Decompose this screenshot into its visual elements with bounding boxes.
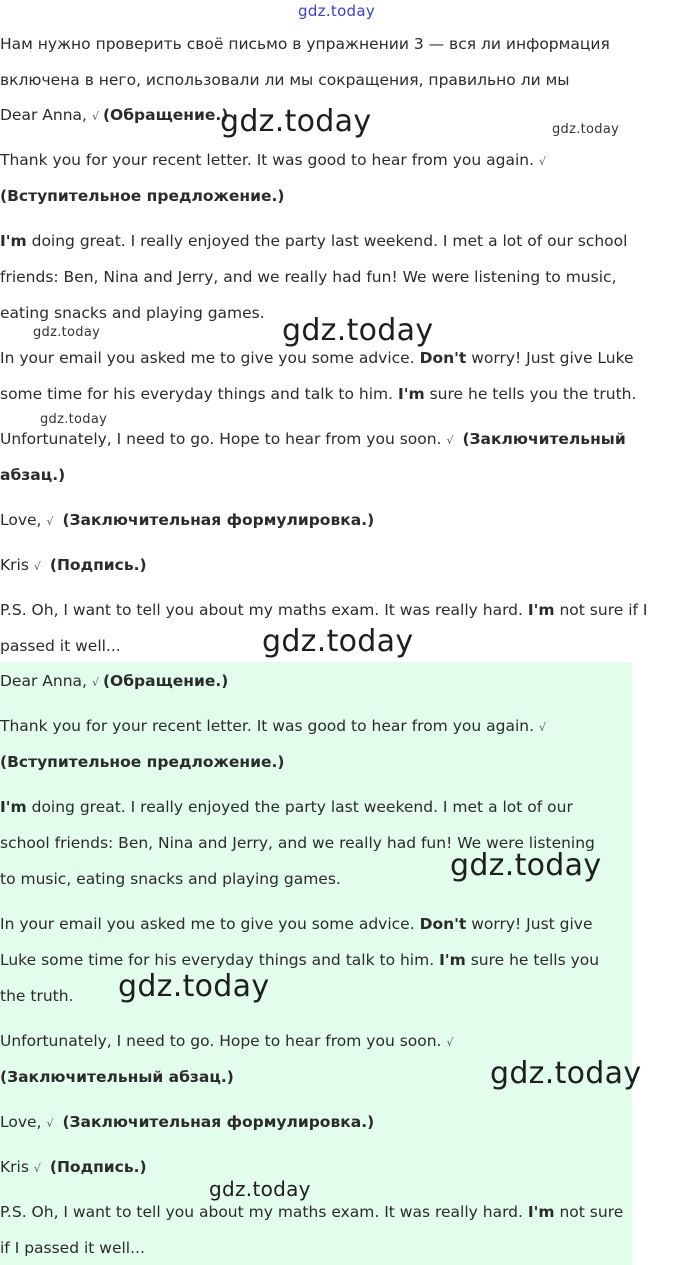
letter2-p2-text-1: In your email you asked me to give you some advice. [0, 915, 415, 933]
label-closing-paragraph-b: абзац.) [0, 466, 66, 484]
letter1-love-line [0, 510, 374, 532]
check-mark-icon: √ [46, 1117, 54, 1130]
letter1-greeting: Dear Anna, [0, 106, 87, 124]
letter2-p3-text: Unfortunately, I need to go. Hope to hear from you soon. [0, 1032, 442, 1050]
label-closing-paragraph: (Заключительный абзац.) [0, 1068, 234, 1086]
watermark-small: gdz.today [552, 122, 620, 137]
contraction-im: I'm [439, 951, 466, 969]
check-mark-icon: √ [33, 560, 41, 573]
letter1-p1-line-3: eating snacks and playing games. [0, 304, 265, 322]
letter1-p3-line-1 [0, 429, 626, 451]
letter2-p2-line-3: the truth. [0, 987, 74, 1005]
letter2-p2-text-2: worry! Just give [471, 915, 593, 933]
letter2-greeting-line [0, 671, 228, 693]
check-mark-icon: √ [91, 110, 99, 123]
label-signature: (Подпись.) [49, 556, 147, 574]
letter1-p2-line-2 [0, 384, 636, 404]
label-greeting: (Обращение.) [102, 106, 229, 124]
contraction-dont: Don't [419, 915, 467, 933]
letter2-p1-line-2: school friends: Ben, Nina and Jerry, and we really had fun! We were listening [0, 834, 595, 852]
check-mark-icon: √ [539, 721, 547, 734]
check-mark-icon: √ [446, 1036, 454, 1049]
letter2-opening-line [0, 716, 550, 738]
watermark: gdz.today [262, 624, 414, 659]
letter2-opening-label-line [0, 752, 285, 772]
letter2-signature-line [0, 1157, 147, 1179]
contraction-im: I'm [527, 601, 555, 619]
label-opening: (Вступительное предложение.) [0, 753, 285, 771]
letter1-ps-line-1 [0, 600, 647, 620]
label-closing-phrase: (Заключительная формулировка.) [62, 1113, 375, 1131]
letter1-ps-text-2: not sure if I [559, 601, 648, 619]
watermark-top: gdz.today [298, 2, 376, 20]
letter1-ps-line-2: passed it well... [0, 637, 121, 655]
letter2-ps-line-2: if I passed it well... [0, 1239, 145, 1257]
letter1-p2-text-1: In your email you asked me to give you some advice. [0, 349, 415, 367]
watermark: gdz.today [490, 1056, 642, 1091]
letter1-greeting-line [0, 105, 228, 127]
letter1-p2-line-1 [0, 348, 634, 368]
letter2-p3-line-2 [0, 1067, 234, 1087]
letter2-ps-line-1 [0, 1202, 623, 1222]
letter1-kris: Kris [0, 556, 29, 574]
letter2-p2-text-4: sure he tells you [470, 951, 600, 969]
letter2-love: Love, [0, 1113, 42, 1131]
contraction-im: I'm [0, 798, 27, 816]
letter1-p1-text-1: doing great. I really enjoyed the party last weekend. I met a lot of our school [31, 232, 628, 250]
letter1-opening-line [0, 150, 550, 172]
letter1-p2-text-3: some time for his everyday things and talk to him. [0, 385, 394, 403]
watermark: gdz.today [450, 848, 602, 883]
contraction-im: I'm [398, 385, 425, 403]
contraction-im: I'm [0, 232, 27, 250]
letter1-opening: Thank you for your recent letter. It was good to hear from you again. [0, 151, 535, 169]
letter1-p1-line-2: friends: Ben, Nina and Jerry, and we really had fun! We were listening to music, [0, 268, 617, 286]
letter2-p1-line-3: to music, eating snacks and playing games. [0, 870, 341, 888]
letter2-kris: Kris [0, 1158, 29, 1176]
letter1-p2-text-2: worry! Just give Luke [471, 349, 634, 367]
intro-line-1: Нам нужно проверить своё письмо в упражнении 3 — вся ли информация [0, 35, 610, 53]
contraction-im: I'm [527, 1203, 555, 1221]
label-opening: (Вступительное предложение.) [0, 187, 285, 205]
letter1-p1-line-1 [0, 231, 627, 251]
watermark: gdz.today [118, 969, 270, 1004]
letter1-p3-line-2 [0, 465, 65, 485]
label-greeting: (Обращение.) [102, 672, 229, 690]
letter1-p3-text: Unfortunately, I need to go. Hope to hear from you soon. [0, 430, 442, 448]
letter2-p1-line-1 [0, 797, 573, 817]
label-signature: (Подпись.) [49, 1158, 147, 1176]
letter2-p2-line-2 [0, 950, 599, 970]
letter1-p2-text-4: sure he tells you the truth. [429, 385, 637, 403]
letter2-p1-text-1: doing great. I really enjoyed the party last weekend. I met a lot of our [31, 798, 573, 816]
contraction-dont: Don't [419, 349, 467, 367]
letter2-opening: Thank you for your recent letter. It was good to hear from you again. [0, 717, 535, 735]
letter2-p2-line-1 [0, 914, 593, 934]
letter1-ps-text-1: P.S. Oh, I want to tell you about my maths exam. It was really hard. [0, 601, 523, 619]
letter2-love-line [0, 1112, 374, 1134]
label-closing-paragraph-a: (Заключительный [462, 430, 626, 448]
letter2-p2-text-3: Luke some time for his everyday things and talk to him. [0, 951, 435, 969]
letter1-signature-line [0, 555, 147, 577]
watermark: gdz.today [220, 104, 372, 139]
check-mark-icon: √ [46, 515, 54, 528]
letter2-ps-text-2: not sure [559, 1203, 624, 1221]
letter2-p3-line-1 [0, 1031, 458, 1053]
check-mark-icon: √ [33, 1162, 41, 1175]
letter2-ps-text-1: P.S. Oh, I want to tell you about my maths exam. It was really hard. [0, 1203, 523, 1221]
watermark: gdz.today [282, 313, 434, 348]
check-mark-icon: √ [446, 434, 454, 447]
intro-line-2: включена в него, использовали ли мы сокращения, правильно ли мы [0, 71, 570, 89]
check-mark-icon: √ [539, 155, 547, 168]
watermark-medium: gdz.today [209, 1177, 311, 1201]
letter1-love: Love, [0, 511, 42, 529]
letter2-greeting: Dear Anna, [0, 672, 87, 690]
letter1-opening-label-line [0, 186, 285, 206]
check-mark-icon: √ [91, 676, 99, 689]
label-closing-phrase: (Заключительная формулировка.) [62, 511, 375, 529]
watermark-small: gdz.today [33, 325, 101, 340]
watermark-small: gdz.today [40, 412, 108, 427]
